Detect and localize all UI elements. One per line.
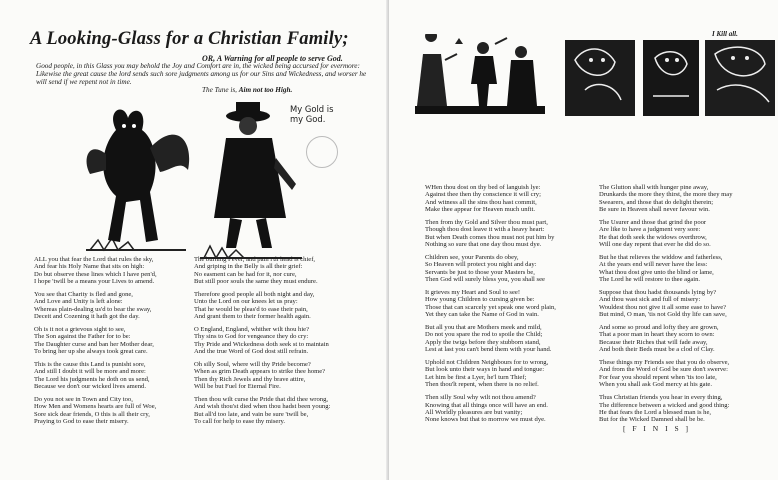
stanza: But all you that are Mothers meek and mild, Do not you spare the rod to spoile the Child; Apply the twigs before they stubborn stand, Lest at last you can't bend them with your hand.	[425, 324, 552, 354]
stanza: Therefore good people all both night and day, Unto the Lord on our knees let us pray: That he would be pleas'd to ease their pain, And grant them to their former health again.	[194, 291, 315, 321]
ballad-subtitle: OR, A Warning for all people to serve God.	[202, 54, 343, 63]
devil-woodcut	[76, 100, 196, 260]
finis-mark: [ F I N I S ]	[623, 424, 691, 433]
figures-woodcut	[415, 34, 545, 116]
stanza: WHen thou dost on thy bed of languish lye: Against thee then thy conscience it will cry; And witness all the sins thou hast commit, Make thee appear for Heaven much unfit.	[425, 184, 541, 214]
stanza: Children see, your Parents do obey, So Heaven will protect you night and day: Servants be just to those your Masters be, Then God will surely bless you, you shall see	[425, 254, 545, 284]
stanza: But he that relieves the widdow and fatherless, At the years end will never have the less: What thou dost give unto the blind or lame, The Lord he will restore to thee again.	[599, 254, 723, 284]
stanza: You see that Charity is fled and gone, And Love and Unity is left alone: Whereas plain-dealing us'd to bear the sway, Deceit and Cozening it hath got the day.	[34, 291, 152, 321]
tune-line	[202, 86, 292, 94]
right-verse-column-1	[425, 184, 591, 429]
stanza: Then from thy Gold and Silver thou must part, Though thou dost leave it with a heavy heart: But when Death comes thou must not put him by Nothing so sure that one day thou must dye.	[425, 219, 555, 249]
stanza: The burning Fever, and pain i'th head is chief, And griping in the Belly is all their grief: No easment can be had for it, nor cure, But still poor souls the same they must endure.	[194, 256, 318, 286]
stanza: Thus Christian friends you hear in every thing, The difference between a wicked and good thing: He that fears the Lord a blessed man is he, But for the Wicked Damned shall be be.	[599, 394, 730, 424]
woodcut-caption: My Gold is my God.	[290, 104, 334, 124]
stanza: Then thou wilt curse the Pride that did thee wrong, And wish thou'st died when thou hadst been young: But all'd too late, and vain be sure 'twill be, To call for help to ease thy misery.	[194, 396, 331, 426]
stanza: Oh is it not a grievous sight to see, The Son against the Father for to be: The Daughter curse and ban her Mother dear, To bring her up she always took great care.	[34, 326, 154, 356]
stanza: Then silly Soul why wilt not thou amend? Knowing that all things once will have an end. All Worldly pleasures are but vanity; None knows but that to morrow we must dye.	[425, 394, 548, 424]
devils-woodcut	[565, 40, 775, 116]
stanza: These things my Friends see that you do observe, And from the Word of God be sure don't swerve: For fear you should repent when 'tis too late, When you shall ask God mercy at his gate.	[599, 359, 730, 389]
stanza: Uphold not Children Neighbours for to wrong, But look unto their ways in hand and tongue: Let him be first a Lyer, he'l turn Thief; Then thou'lt repent, when there is no relief.	[425, 359, 549, 389]
stanza: Suppose that thou hadst thousands lying by? And thou wast sick and full of misery: Wouldest thou not give it all some ease to have? But mind, O man, 'tis not Gold thy life can save,	[599, 289, 727, 319]
stanza: Do you not see in Town and City too, How Men and Womens hearts are full of Woe, Sore sick dear friends, O this is all their cry, Praying to God to ease their misery.	[34, 396, 157, 426]
ballad-title: A Looking-Glass for a Christian Family;	[30, 29, 349, 49]
left-verse-column-1	[34, 256, 194, 431]
stanza: O England, England, whither wilt thou hie? Thy sins to God for vengeance they do cry: Thy Pride and Wickedness doth seek st to maintain And the true Word of God dost still refrain.	[194, 326, 329, 356]
stanza: The Usurer and those that grind the poor Are like to have a judgment very sore: He that doth seek the widows overthrow, Will one day repent that ever he did do so.	[599, 219, 711, 249]
right-page	[389, 0, 778, 480]
stanza: This is the cause this Land is punisht sore, And still I doubt it will be more and more: The Lord his judgments he doth on us send, Because we don't our wicked lives amend.	[34, 361, 150, 391]
right-verse-column-2	[599, 184, 771, 429]
stanza: Oh silly Soul, where will thy Pride become? When as grim Death appears to strike thee home? Then thy Rich Jewels and thy brave attire, Will be but Fuel for Eternal Fire.	[194, 361, 326, 391]
tune-name: Aim not too High.	[238, 86, 293, 94]
tune-label: The Tune is,	[202, 86, 237, 94]
ballad-intro: Good people, in this Glass you may behold the Joy and Comfort are in, the wicked being accursed for evermore: Likewise the great cause the lord sends such sore judgments among us for our Sins and Wickedness, and worser he will send if we repent not in time.	[36, 62, 367, 86]
stanza: The Glutton shall with hunger pine away, Drunkards the more they thirst, the more they may Swearers, and those that do delight therein; Be sure in Heaven shall never favour win.	[599, 184, 733, 214]
stanza: It grieves my Heart and Soul to see! How young Children to cursing given be: Those that can scarcely yet speak one word plain, Yet they can take the Name of God in vain.	[425, 289, 556, 319]
kill-all-label: I Kill all.	[712, 30, 738, 38]
stanza: And some so proud and lofty they are grown, That a poor man in heart they scorn to own: Because their Riches that will fade away, And both their Beds must be a clod of Clay.	[599, 324, 719, 354]
left-verse-column-2	[194, 256, 374, 431]
stanza: ALL you that fear the Lord that rules the sky, And fear his Holy Name that sits on high: Do but observe these lines which I have pen'd, I hope 'twill be a means your Lives to amend.	[34, 256, 157, 286]
library-stamp	[306, 136, 338, 168]
